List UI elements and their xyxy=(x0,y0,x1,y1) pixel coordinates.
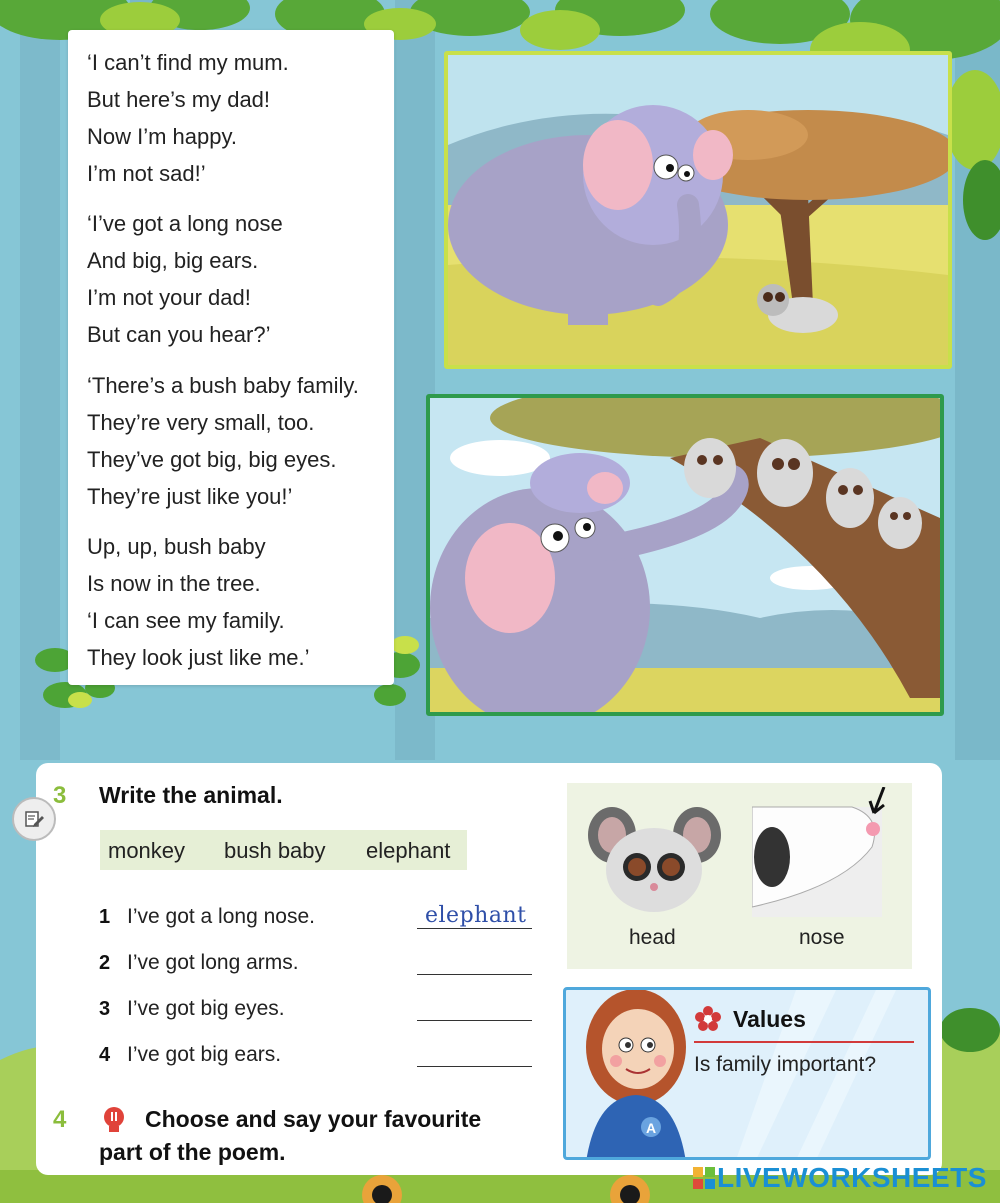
liveworksheets-logo-icon xyxy=(693,1167,715,1189)
word-bank-item: elephant xyxy=(366,838,451,863)
poem-line: But can you hear?’ xyxy=(87,322,271,347)
poem-line: They look just like me.’ xyxy=(87,645,310,670)
nose-label: nose xyxy=(799,926,845,949)
values-divider xyxy=(694,1041,914,1043)
edit-worksheet-button[interactable] xyxy=(12,797,56,841)
answer-text: elephant xyxy=(425,903,527,928)
flower-icon xyxy=(694,1005,722,1033)
poem-line: ‘There’s a bush baby family. xyxy=(87,373,359,398)
answer-blank[interactable] xyxy=(417,954,532,975)
item-number: 3 xyxy=(99,998,111,1020)
item-number: 2 xyxy=(99,952,111,974)
values-question: Is family important? xyxy=(694,1053,877,1076)
poem-line: ‘I’ve got a long nose xyxy=(87,211,283,236)
poem-line: They’re just like you!’ xyxy=(87,484,293,509)
word-bank-item: monkey xyxy=(108,838,186,863)
elephant-savanna-illustration xyxy=(444,51,952,369)
activity-4-heading-line2: part of the poem. xyxy=(99,1139,286,1165)
activity-4-heading-line1: Choose and say your favourite xyxy=(145,1106,482,1132)
answer-blank[interactable] xyxy=(417,1046,532,1067)
item-sentence: I’ve got big eyes. xyxy=(127,997,285,1020)
watermark-text: LIVEWORKSHEETS xyxy=(717,1162,987,1193)
poem-line: I’m not your dad! xyxy=(87,285,251,310)
svg-text:A: A xyxy=(646,1120,657,1136)
elephant-nose-image xyxy=(752,787,892,917)
poem-line: They’re very small, too. xyxy=(87,410,315,435)
body-parts-glossary xyxy=(567,783,912,969)
activity-3-number: 3 xyxy=(53,782,67,809)
pencil-notepad-icon xyxy=(23,808,45,830)
activity-4-number: 4 xyxy=(53,1106,67,1133)
item-sentence: I’ve got long arms. xyxy=(127,951,299,974)
poem-line: Up, up, bush baby xyxy=(87,534,266,559)
values-title: Values xyxy=(733,1006,806,1032)
poem-line: ‘I can see my family. xyxy=(87,608,285,633)
head-label: head xyxy=(629,926,676,949)
poem-line: But here’s my dad! xyxy=(87,87,271,112)
word-bank-item: bush baby xyxy=(224,838,326,863)
lightbulb-icon xyxy=(102,1106,126,1136)
poem-line: Now I’m happy. xyxy=(87,124,237,149)
word-bank xyxy=(100,830,467,870)
girl-avatar xyxy=(576,987,696,1160)
elephant-bush-babies-illustration xyxy=(426,394,944,716)
activity-3-heading: Write the animal. xyxy=(99,782,283,808)
item-number: 1 xyxy=(99,906,111,928)
poem-line: They’ve got big, big eyes. xyxy=(87,447,337,472)
answer-blank[interactable] xyxy=(417,1000,532,1021)
bush-baby-head-image xyxy=(587,805,722,915)
poem-line: ‘I can’t find my mum. xyxy=(87,50,289,75)
item-sentence: I’ve got a long nose. xyxy=(127,905,315,928)
item-sentence: I’ve got big ears. xyxy=(127,1043,282,1066)
liveworksheets-watermark xyxy=(693,1162,987,1194)
poem-line: I’m not sad!’ xyxy=(87,161,206,186)
item-number: 4 xyxy=(99,1044,111,1066)
poem-line: And big, big ears. xyxy=(87,248,259,273)
poem-line: Is now in the tree. xyxy=(87,571,261,596)
